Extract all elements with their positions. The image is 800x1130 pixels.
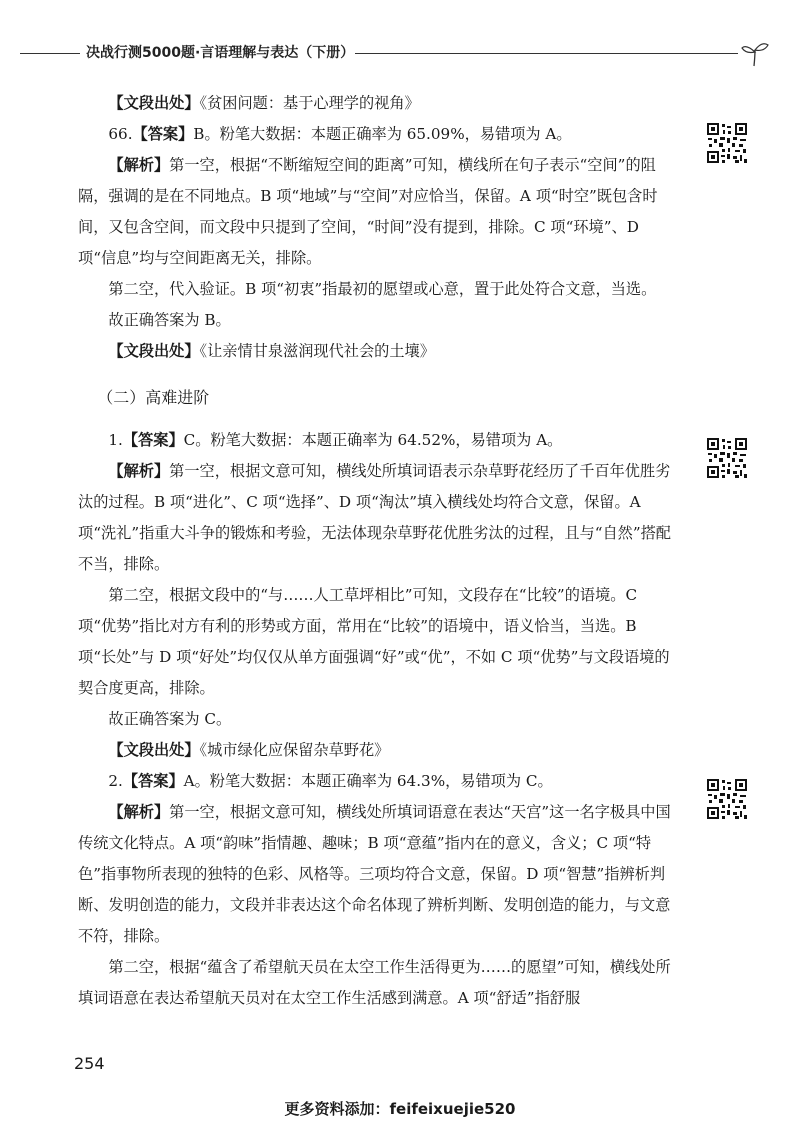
section-heading: （二）高难进阶 [97, 388, 210, 407]
analysis-paragraph: 第二空，根据文段中的“与……人工草坪相比”可知，文段存在“比较”的语境。C 项“优势”指比对方有利的形势或方面，常用在“比较”的语境中，语义恰当，当选。B 项“长处”与 D 项“好处”均仅仅从单方面强调“好”或“优”，不如 C 项“优势”与文段语境的契合度更高，排除。 [78, 586, 670, 697]
source-line: 【文段出处】《让亲情甘泉滋润现代社会的土壤》 [108, 342, 435, 360]
analysis-paragraph: 【解析】第一空，根据文意可知，横线处所填词语表示杂草野花经历了千百年优胜劣汰的过程。B 项“进化”、C 项“选择”、D 项“淘汰”填入横线处均符合文意，保留。A 项“洗礼”指重大斗争的锻炼和考验，无法体现杂草野花优胜劣汰的过程，且与“自然”搭配不当，排除。 [78, 462, 671, 573]
conclusion-line: 故正确答案为 B。 [108, 311, 231, 329]
page-number: 254 [74, 1054, 105, 1073]
header-dash [20, 53, 80, 54]
answer-line: 66.【答案】B。粉笔大数据：本题正确率为 65.09%，易错项为 A。 [108, 125, 572, 143]
qr-code-icon[interactable] [706, 437, 748, 479]
sprout-icon [740, 40, 770, 68]
answer-line: 1.【答案】C。粉笔大数据：本题正确率为 64.52%，易错项为 A。 [108, 431, 563, 449]
page-content [78, 88, 674, 1014]
header-rule [355, 53, 738, 54]
header-title: 决战行测5000题·言语理解与表达（下册） [86, 45, 355, 61]
analysis-paragraph: 第二空，代入验证。B 项“初衷”指最初的愿望或心意，置于此处符合文意，当选。 [108, 280, 657, 298]
source-line: 【文段出处】《贫困问题：基于心理学的视角》 [108, 94, 420, 112]
qr-code-icon[interactable] [706, 778, 748, 820]
footer-note: 更多资料添加：feifeixuejie520 [284, 1100, 516, 1118]
answer-line: 2.【答案】A。粉笔大数据：本题正确率为 64.3%，易错项为 C。 [108, 772, 553, 790]
running-header [0, 40, 800, 70]
source-line: 【文段出处】《城市绿化应保留杂草野花》 [108, 741, 390, 759]
conclusion-line: 故正确答案为 C。 [108, 710, 232, 728]
analysis-paragraph: 【解析】第一空，根据“不断缩短空间的距离”可知，横线所在句子表示“空间”的阻隔，强调的是在不同地点。B 项“地域”与“空间”对应恰当，保留。A 项“时空”既包含时间，又包含空间，而文段中只提到了空间，“时间”没有提到，排除。C 项“环境”、D 项“信息”均与空间距离无关，排除。 [78, 156, 658, 267]
qr-code-icon[interactable] [706, 122, 748, 164]
analysis-paragraph: 【解析】第一空，根据文意可知，横线处所填词语意在表达“天宫”这一名字极具中国传统文化特点。A 项“韵味”指情趣、趣味；B 项“意蕴”指内在的意义，含义；C 项“特色”指事物所表现的独特的色彩、风格等。三项均符合文意，保留。D 项“智慧”指辨析判断、发明创造的能力，文段并非表达这个命名体现了辨析判断、发明创造的能力，与文意不符，排除。 [78, 803, 671, 945]
analysis-paragraph: 第二空，根据“蕴含了希望航天员在太空工作生活得更为……的愿望”可知，横线处所填词语意在表达希望航天员对在太空工作生活感到满意。A 项“舒适”指舒服 [78, 958, 671, 1007]
